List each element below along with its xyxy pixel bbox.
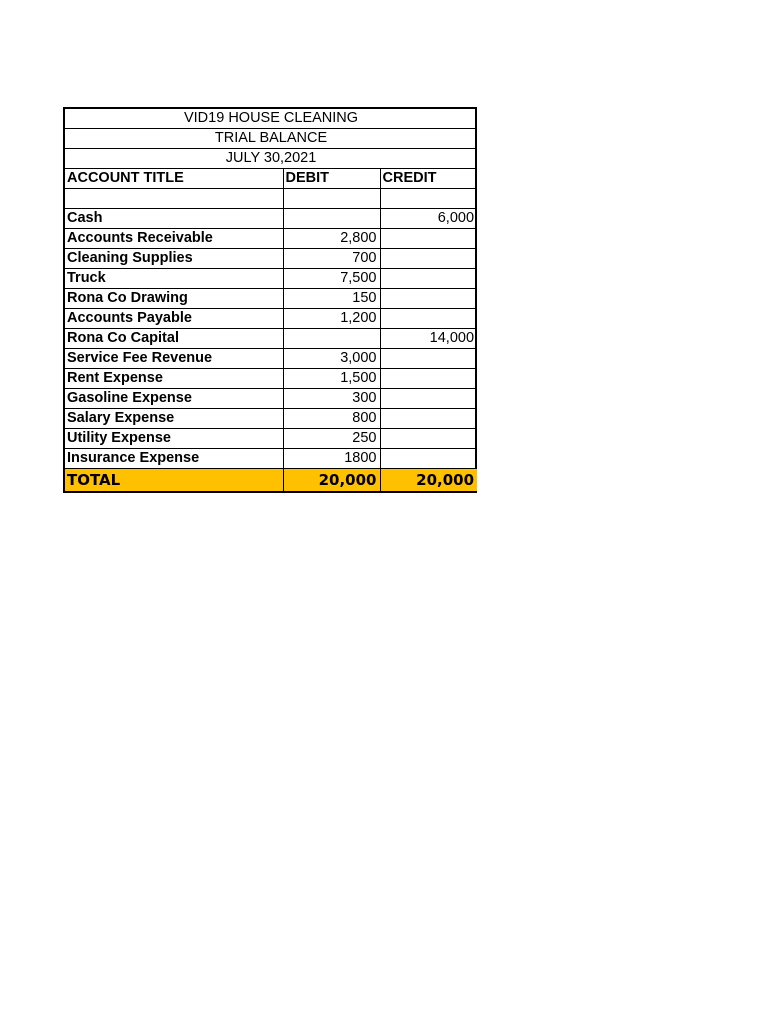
table-row — [65, 309, 477, 329]
debit-cell: 300 — [283, 389, 380, 409]
credit-cell — [380, 269, 477, 289]
blank-cell — [65, 189, 283, 209]
account-title-cell: Utility Expense — [65, 429, 283, 449]
table-row — [65, 269, 477, 289]
total-row — [65, 469, 477, 492]
company-title-row — [65, 109, 477, 129]
credit-cell — [380, 349, 477, 369]
blank-cell — [283, 189, 380, 209]
company-name: VID19 HOUSE CLEANING — [65, 109, 477, 129]
table-row — [65, 329, 477, 349]
debit-cell — [283, 329, 380, 349]
credit-cell — [380, 409, 477, 429]
credit-cell: 14,000 — [380, 329, 477, 349]
credit-cell — [380, 289, 477, 309]
debit-cell — [283, 209, 380, 229]
credit-cell — [380, 449, 477, 469]
table-row — [65, 449, 477, 469]
account-title-cell: Rona Co Capital — [65, 329, 283, 349]
report-title-row — [65, 129, 477, 149]
account-title-cell: Insurance Expense — [65, 449, 283, 469]
total-debit: 20,000 — [283, 469, 380, 492]
account-title-cell: Accounts Payable — [65, 309, 283, 329]
credit-cell: 6,000 — [380, 209, 477, 229]
debit-cell: 1,500 — [283, 369, 380, 389]
debit-cell: 1,200 — [283, 309, 380, 329]
table-row — [65, 249, 477, 269]
debit-cell: 1800 — [283, 449, 380, 469]
debit-cell: 800 — [283, 409, 380, 429]
debit-cell: 250 — [283, 429, 380, 449]
account-title-cell: Accounts Receivable — [65, 229, 283, 249]
credit-cell — [380, 429, 477, 449]
table-row — [65, 209, 477, 229]
account-title-cell: Truck — [65, 269, 283, 289]
debit-cell: 700 — [283, 249, 380, 269]
column-header-credit: CREDIT — [380, 169, 477, 189]
table-row — [65, 369, 477, 389]
column-header-row — [65, 169, 477, 189]
account-title-cell: Cash — [65, 209, 283, 229]
debit-cell: 2,800 — [283, 229, 380, 249]
table-row — [65, 389, 477, 409]
account-title-cell: Cleaning Supplies — [65, 249, 283, 269]
debit-cell: 3,000 — [283, 349, 380, 369]
debit-cell: 150 — [283, 289, 380, 309]
table-row — [65, 429, 477, 449]
account-title-cell: Gasoline Expense — [65, 389, 283, 409]
table-row — [65, 409, 477, 429]
account-title-cell: Salary Expense — [65, 409, 283, 429]
table-row — [65, 349, 477, 369]
report-title: TRIAL BALANCE — [65, 129, 477, 149]
trial-balance-sheet — [63, 107, 477, 493]
credit-cell — [380, 389, 477, 409]
report-date: JULY 30,2021 — [65, 149, 477, 169]
credit-cell — [380, 249, 477, 269]
total-label: TOTAL — [65, 469, 283, 492]
blank-cell — [380, 189, 477, 209]
column-header-debit: DEBIT — [283, 169, 380, 189]
table-row — [65, 229, 477, 249]
credit-cell — [380, 309, 477, 329]
table-row — [65, 289, 477, 309]
report-date-row — [65, 149, 477, 169]
account-title-cell: Rona Co Drawing — [65, 289, 283, 309]
account-title-cell: Service Fee Revenue — [65, 349, 283, 369]
total-credit: 20,000 — [380, 469, 477, 492]
debit-cell: 7,500 — [283, 269, 380, 289]
credit-cell — [380, 229, 477, 249]
account-title-cell: Rent Expense — [65, 369, 283, 389]
blank-row — [65, 189, 477, 209]
column-header-account: ACCOUNT TITLE — [65, 169, 283, 189]
trial-balance-table — [65, 109, 477, 491]
credit-cell — [380, 369, 477, 389]
